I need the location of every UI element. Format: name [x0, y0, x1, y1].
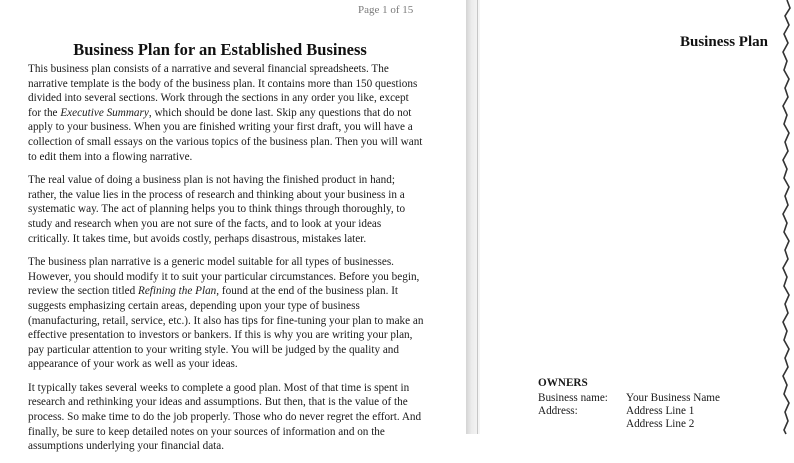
text-line [28, 120, 438, 135]
owners-label: Address: [538, 405, 578, 417]
text-line [28, 232, 438, 247]
body-paragraph [28, 255, 438, 372]
text-line [28, 91, 438, 106]
text-line [28, 135, 438, 150]
owners-row [538, 405, 694, 417]
owners-row [538, 418, 694, 430]
text-segment: effective presentation to investors or bankers. If this is why you are writing your plan, [28, 329, 413, 342]
text-segment: research and rethinking your ideas and assumptions. But then, that is the value of the [28, 396, 408, 409]
text-segment: review the section titled [28, 285, 138, 298]
owners-value: Address Line 2 [626, 418, 695, 430]
text-segment: assumptions underlying your financial data. [28, 440, 225, 453]
text-line [28, 173, 438, 188]
text-line [28, 188, 438, 203]
text-segment: apply to your business. When you are finished writing your first draft, you will have a [28, 121, 413, 134]
text-line [28, 299, 438, 314]
text-segment: It typically takes several weeks to complete a good plan. Most of that time is spent in [28, 381, 410, 394]
text-line [28, 202, 438, 217]
text-line [28, 381, 438, 396]
page-number: Page 1 of 15 [358, 4, 414, 16]
text-segment: pay particular attention to your writing style. You will be judged by the quality and [28, 343, 399, 356]
owners-value: Address Line 1 [626, 405, 695, 417]
text-segment: rather, the value lies in the process of research and thinking about your business in a [28, 188, 405, 201]
text-segment: to edit them into a flowing narrative. [28, 150, 193, 163]
document-body [28, 62, 438, 463]
document-page-right [480, 0, 780, 434]
text-segment: However, you should modify it to suit your particular circumstances. Before you begin, [28, 270, 420, 283]
text-line [28, 62, 438, 77]
body-paragraph [28, 62, 438, 164]
text-line [28, 357, 438, 372]
text-segment: (manufacturing, retail, service, etc.). It also has tips for fine-tuning your plan to make an [28, 314, 424, 327]
text-segment: suggests emphasizing certain areas, depending upon your type of business [28, 299, 360, 312]
text-line [28, 270, 438, 285]
text-line [28, 284, 438, 299]
text-segment: The business plan narrative is a generic model suitable for all types of businesses. [28, 256, 394, 269]
text-segment: for the [28, 106, 61, 119]
owners-label: Business name: [538, 392, 608, 404]
italic-text: Executive Summary [60, 106, 149, 119]
text-segment: divided into several sections. Work through the sections in any order you like, except [28, 92, 409, 105]
text-segment: critically. It takes time, but avoids costly, perhaps disastrous, mistakes later. [28, 232, 367, 245]
text-line [28, 255, 438, 270]
text-line [28, 410, 438, 425]
text-line [28, 106, 438, 121]
text-segment: This business plan consists of a narrative and several financial spreadsheets. The [28, 63, 389, 75]
text-segment: process. So make time to do the job properly. Those who do never regret the effort. And [28, 411, 422, 424]
owners-heading: OWNERS [538, 377, 588, 389]
text-segment: systematic way. The act of planning helps you to think things through thoroughly, to [28, 203, 406, 216]
text-segment: collection of small essays on the various topics of the business plan. Then you will want [28, 135, 423, 148]
text-line [28, 425, 438, 440]
text-segment: narrative template is the body of the business plan. It contains more than 150 questions [28, 77, 418, 90]
torn-page-edge [778, 0, 794, 434]
text-line [28, 77, 438, 92]
body-paragraph [28, 381, 438, 454]
body-paragraph [28, 173, 438, 246]
text-line [28, 343, 438, 358]
text-line [28, 328, 438, 343]
page-divider [477, 0, 478, 434]
document-title: Business Plan for an Established Business [73, 40, 367, 59]
italic-text: Refining the Plan [137, 285, 217, 298]
text-segment: study and research when you are not sure of the facts, and to look at your ideas [28, 217, 382, 230]
owners-row [538, 392, 720, 404]
text-line [28, 314, 438, 329]
owners-value: Your Business Name [626, 392, 720, 404]
text-line [28, 395, 438, 410]
text-segment: appearance of your work as well as your ideas. [28, 358, 238, 371]
text-segment: , which should be done last. Skip any questions that do not [148, 106, 412, 119]
text-line [28, 439, 438, 454]
text-segment: The real value of doing a business plan is not having the finished product in hand; [28, 174, 395, 187]
text-segment: , found at the end of the business plan. It [216, 285, 399, 298]
text-line [28, 217, 438, 232]
text-segment: finally, be sure to keep detailed notes on your sources of information and on the [28, 425, 385, 438]
text-line [28, 150, 438, 165]
cover-title: Business Plan [680, 34, 768, 50]
